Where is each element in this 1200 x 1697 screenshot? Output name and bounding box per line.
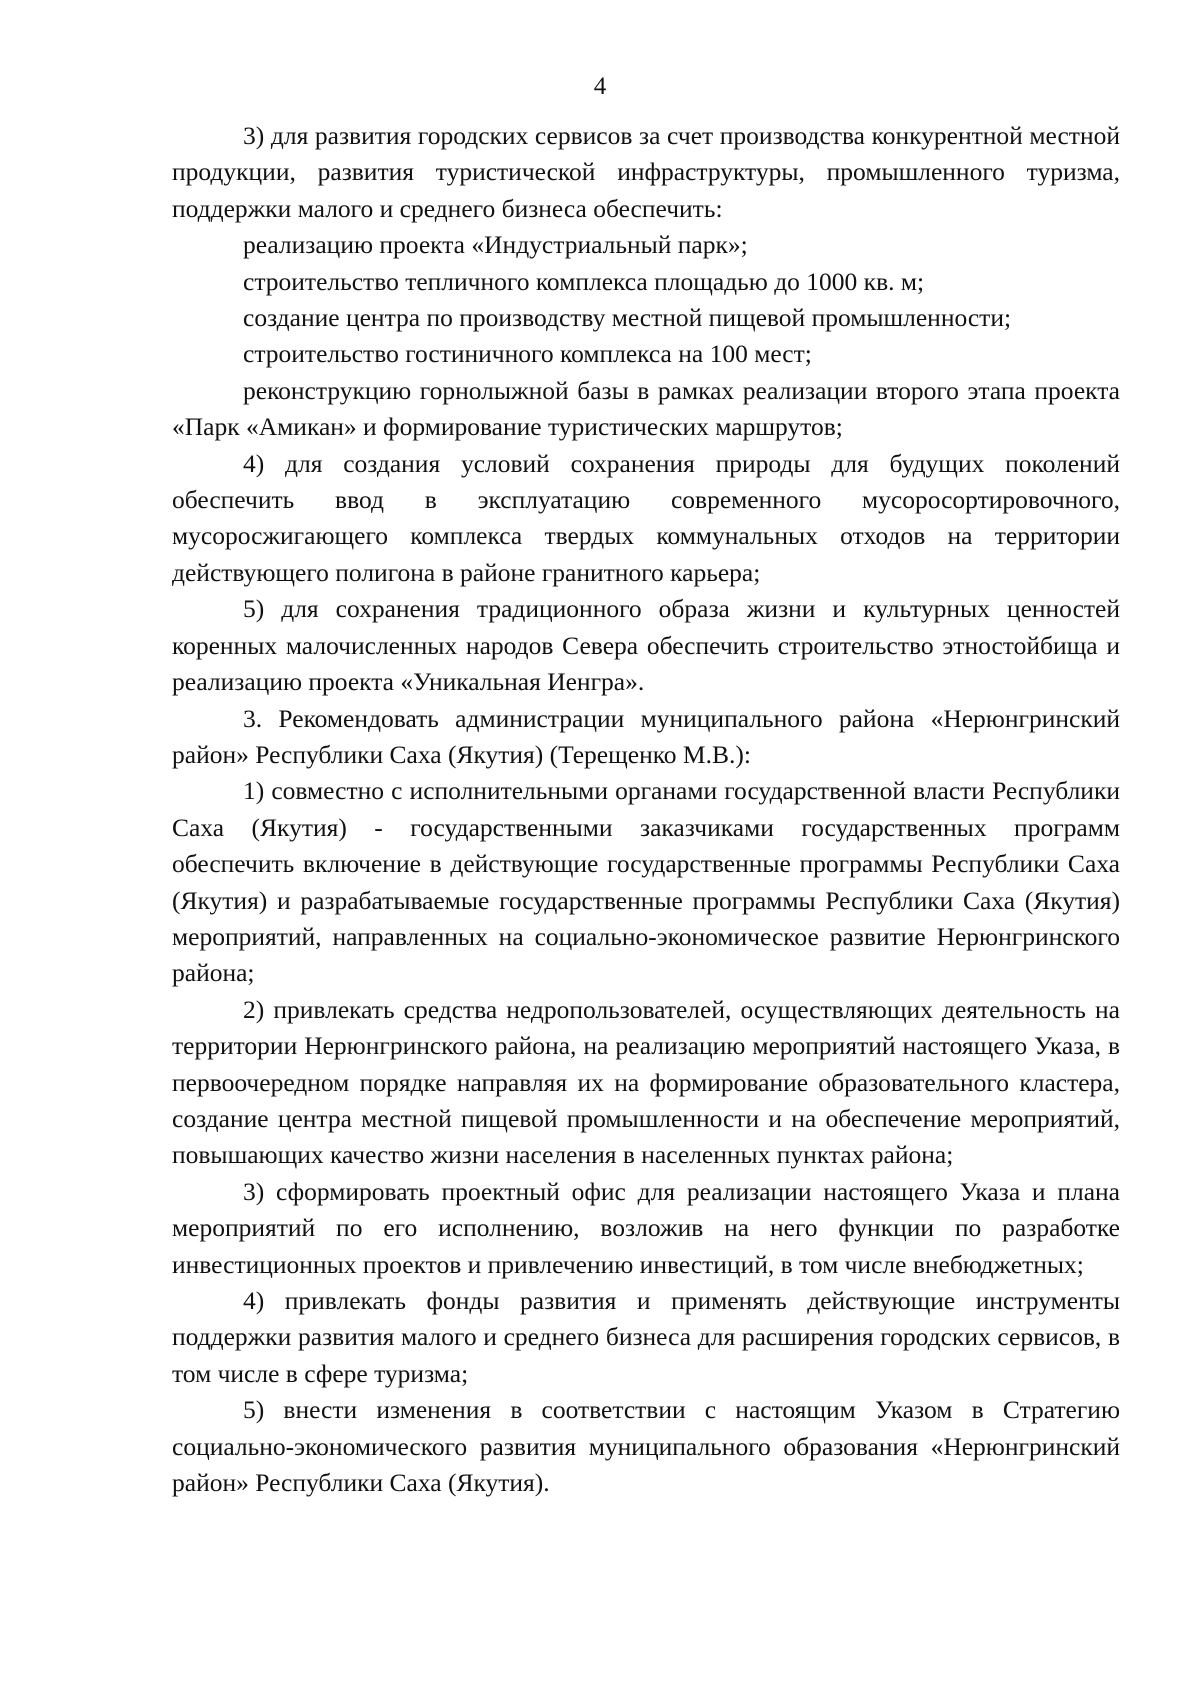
section-3-item-5: 5) внести изменения в соответствии с настоящим Указом в Стратегию социально-экономического развития муниципального образования «Нерюнгринский район» Республики Саха (Якутия). bbox=[172, 1395, 1120, 1498]
section-3-item-2: 2) привлекать средства недропользователей, осуществляющих деятельность на территории Нерюнгринского района, на реализацию мероприятий настоящего Указа, в первоочередном порядке направляя их на формирование образовательного кластера, создание центра местной пищевой промышленности и на обеспечение мероприятий, повышающих качество жизни населения в населенных пунктах района; bbox=[172, 994, 1120, 1170]
item-2-3-bullet-hotel: строительство гостиничного комплекса на 100 мест; bbox=[243, 339, 812, 369]
page-number: 4 bbox=[593, 73, 607, 100]
section-3-heading: 3. Рекомендовать администрации муниципального района «Нерюнгринский район» Республики Саха (Якутия) (Терещенко М.В.): bbox=[172, 703, 1120, 769]
section-3-item-4: 4) привлекать фонды развития и применять действующие инструменты поддержки развития малого и среднего бизнеса для расширения городских сервисов, в том числе в сфере туризма; bbox=[172, 1286, 1120, 1388]
decree-body bbox=[172, 118, 1120, 1501]
item-2-3-bullet-ski-base: реконструкцию горнолыжной базы в рамках реализации второго этапа проекта «Парк «Амикан» и формирование туристических маршрутов; bbox=[172, 375, 1120, 442]
item-2-3-bullet-greenhouse: строительство тепличного комплекса площадью до 1000 кв. м; bbox=[243, 266, 925, 296]
item-2-5: 5) для сохранения традиционного образа жизни и культурных ценностей коренных малочисленных народов Севера обеспечить строительство этностойбища и реализацию проекта «Уникальная Иенгра». bbox=[172, 594, 1120, 697]
item-2-3-intro: 3) для развития городских сервисов за счет производства конкурентной местной продукции, развития туристической инфраструктуры, промышленного туризма, поддержки малого и среднего бизнеса обеспечить: bbox=[172, 121, 1120, 223]
item-2-4: 4) для создания условий сохранения природы для будущих поколений обеспечить ввод в эксплуатацию современного мусоросортировочного, мусоросжигающего комплекса твердых коммунальных отходов на территории действующего полигона в районе гранитного карьера; bbox=[172, 448, 1120, 587]
section-3-item-1: 1) совместно с исполнительными органами государственной власти Республики Саха (Якутия) - государственными заказчиками государственных программ обеспечить включение в действующие государственные программы Республики Саха (Якутия) и разрабатываемые государственные программы Республики Саха (Якутия) мероприятий, направленных на социально-экономическое развитие Нерюнгринского района; bbox=[172, 776, 1120, 988]
item-2-3-bullet-industrial-park: реализацию проекта «Индустриальный парк»; bbox=[243, 230, 748, 260]
item-2-3-bullet-food-center: создание центра по производству местной пищевой промышленности; bbox=[243, 303, 1012, 333]
section-3-item-3: 3) сформировать проектный офис для реализации настоящего Указа и плана мероприятий по его исполнению, возложив на него функции по разработке инвестиционных проектов и привлечению инвестиций, в том числе внебюджетных; bbox=[172, 1176, 1120, 1279]
